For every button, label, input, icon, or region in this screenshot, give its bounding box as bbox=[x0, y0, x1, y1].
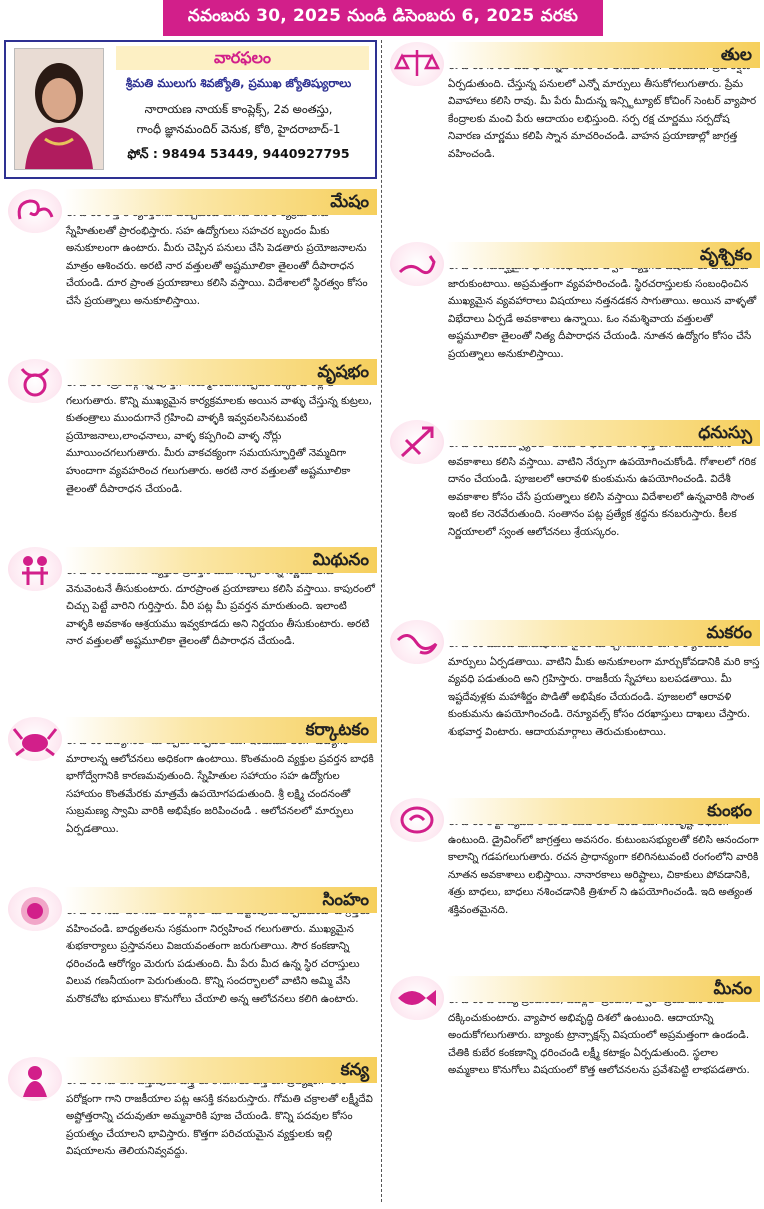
sign-text: ఉంటుంది. డ్రైవింగ్‌లో జాగ్రత్తలు అవసరం. కుటుంబసభ్యులతో కలిసి ఆనందంగా కాలాన్ని గడపగలుగుతారు. రచన ప్రాధాన్యంగా కలిగినటువంటి రంగంలోని వారికి నూతన అవకాశాలు లభిస్తాయి. నానారకాలు అరిష్టాలు, చికాకులు పోవడానికి, శత్రు బాధలు, బాధలు నశించడానికి త్రిశూల్ ని ఉపయోగించండి. ఇది అత్యంత శక్తివంతమైనది. bbox=[448, 833, 759, 916]
sign-name: తుల bbox=[720, 45, 752, 65]
sign-name: కుంభం bbox=[707, 801, 752, 821]
sign-section-kumbham bbox=[386, 796, 760, 970]
sign-section-vrushabham bbox=[4, 357, 377, 541]
sign-name: మకరం bbox=[706, 623, 752, 643]
sign-text: పరోక్షంగా గాని రాజకీయాల పట్ల ఆసక్తి కనబరుస్తారు. గోమతి చక్రాలతో లక్ష్మీదేవి అష్టోత్తరాన్ని చదువుతూ అమ్మవారికి పూజ చేయండి. కొన్ని పదవుల కోసం ప్రయత్నం చేయాలని భావిస్తారు. కొత్తగా పరిచయమైన వ్యక్తులకు ఇల్లి విషయాలను తెలియనివ్వవద్దు. bbox=[66, 1092, 373, 1158]
bull-icon bbox=[8, 359, 62, 403]
sign-section-simham bbox=[4, 885, 377, 1051]
scales-icon bbox=[390, 42, 444, 86]
sign-section-dhanussu bbox=[386, 418, 760, 614]
sign-name: కర్కాటకం bbox=[305, 720, 369, 740]
sign-section-tula bbox=[386, 40, 760, 236]
phone-numbers: ఫోన్ : 98494 53449, 9440927795 bbox=[127, 146, 350, 161]
sign-text: స్నేహితులతో ప్రారంభిస్తారు. సహ ఉద్యోగులు సహచర బృందం మీకు అనుకూలంగా ఉంటారు. మీరు చెప్పిన పనులు చేసి పెడతారు ప్రయోజనాలను మాత్రం ఆశించరు. అరటి నార వత్తులతో అష్టమూలికా తైలంతో దీపారాధన చేయండి. దూర ప్రాంత ప్రయాణాలు కలిసి వస్తాయి. విదేశాలలో స్థిరత్వం కోసం చేసే ప్రయత్నాలు అనుకూలిస్తాయి. bbox=[66, 224, 368, 307]
sign-text: వెనువెంటనే తీసుకుంటారు. దూరప్రాంత ప్రయాణాలు కలిసి వస్తాయి. కాపురంలో చిచ్చు పెట్టే వారిని గుర్తిస్తారు. వీరి పట్ల మీ ప్రవర్తన మారుతుంది. ఇలాంటి వాళ్ళకి అవకాశం ఆశ్రయము ఇవ్వకూడదు అని నిర్ణయం తీసుకుంటారు. అరటి నార వత్తులతో అష్టమూలికా తైలంతో దీపారాధన చేయండి. bbox=[66, 582, 375, 648]
sign-name: వృశ్చికం bbox=[699, 245, 752, 265]
date-banner: నవంబరు 30, 2025 నుండి డిసెంబరు 6, 2025 వరకు bbox=[163, 0, 603, 36]
capricorn-icon bbox=[390, 620, 444, 664]
right-column bbox=[386, 40, 760, 1146]
lion-icon bbox=[8, 887, 62, 931]
sign-section-kanya bbox=[4, 1055, 377, 1205]
fish-icon bbox=[390, 976, 444, 1020]
sign-name: సింహం bbox=[322, 890, 369, 910]
astrologer-photo bbox=[14, 48, 104, 170]
sign-text: మారాలన్న ఆలోచనలు అధికంగా ఉంటాయి. కొంతమంది వ్యక్తుల ప్రవర్తన బాధకి భాగోద్వేగానికి కారణమవుతుంది. స్నేహితుల సహాయం సహ ఉద్యోగుల సహాయం కొంతమేరకు మాత్రమే ఉపయోగపడుతుంది. శ్రీ లక్ష్మి చందనంతో సుబ్రమణ్య స్వామి వారికి అభిషేకం జరిపించండి . ఆలోచనలలో మార్పులు ఏర్పడతాయి. bbox=[66, 752, 374, 835]
address-line-1: నారాయణ నాయక్ కాంప్లెక్స్, 2వ అంతస్తు, bbox=[144, 102, 333, 116]
twins-icon bbox=[8, 547, 62, 591]
sign-text: అవకాశాలు కలిసి వస్తాయి. వాటిని నేర్పుగా ఉపయోగించుకోండి. గోశాలలో గరిక దానం చేయండి. పూజలలో ఆరావళి కుంకుమను ఉపయోగించండి. విదేశీ అవకాశాల కోసం చేసే ప్రయత్నాలు కలిసి వస్తాయి విదేశాలలో ఉన్నవారికి సొంత ఇంటి కల నెరవేరుతుంది. సంతానం పట్ల ప్రత్యేక శ్రద్ధను కనబరుస్తారు. కీలక నిర్ణయాలలో స్వంత ఆలోచనలు శ్రేయస్కరం. bbox=[448, 455, 756, 538]
sign-text: జారుకుంటాయి. అప్రమత్తంగా వ్యవహరించండి. స్థిరచరాస్తులకు సంబంధించిన ముఖ్యమైన వ్యవహారాలు విషయాలు నత్తనడకన సాగుతాయి. అయిన వాళ్ళతో విభేదాలు ఏర్పడే అవకాశాలు ఉన్నాయి. ఓం నమశ్శివాయ వత్తులతో అష్టమూలికా తైలంతో నిత్య దీపారాధన చేయండి. నూతన ఉద్యోగం కోసం చేసే ప్రయత్నాలు అనుకూలిస్తాయి. bbox=[448, 277, 757, 360]
sign-name: కన్య bbox=[340, 1060, 369, 1080]
section-bar bbox=[446, 42, 760, 68]
archer-icon bbox=[390, 420, 444, 464]
sign-section-vruschikam bbox=[386, 240, 760, 414]
crab-icon bbox=[8, 717, 62, 761]
sign-text: మార్పులు ఏర్పడతాయి. వాటిని మీకు అనుకూలంగా మార్చుకోవడానికి మరి కాస్త వ్యవధి పడుతుంది అని గ్రహిస్తారు. రాజకీయ స్నేహాలు బలపడతాయి. మీ ఇష్టదేవుళ్లకు మహాశీర్ణం పొడితో అభిషేకం చేయదండి. పూజలలో ఆరావళి కుంకుమను ఉపయోగించండి. రెన్యూవల్స్ కోసం దరఖాస్తులు దాఖలు చేస్తారు. శుభవార్త వింటారు. ఆదాయమార్గాలు తెరుచుకుంటాయి. bbox=[448, 655, 760, 738]
sign-section-mithunam bbox=[4, 545, 377, 711]
scorpion-icon bbox=[390, 242, 444, 286]
address-line-2: గాంధీ జ్ఞానమందిర్ వెనుక, కోఠి, హైదరాబాద్-1 bbox=[136, 122, 341, 136]
sign-name: వృషభం bbox=[317, 362, 369, 382]
sign-text: ఏర్పడుతుంది. చేస్తున్న పనులలో ఎన్నో మార్పులు తీసుకోగలుగుతారు. ప్రేమ వివాహాలు కలిసి రావు. మీ పేరు మీదున్న ఇన్స్టిట్యూట్ కోచింగ్ సెంటర్ వ్యాపార కేంద్రాలకు మంచి పేరు ఆదాయం లభిస్తుంది. సర్ప రక్ష చూర్ణము సర్పదోష నివారణ చూర్ణము కలిపి స్నాన మాచరించండి. వాహన ప్రయాణాల్లో జాగ్రత్త వహించండి. bbox=[448, 77, 757, 160]
sign-text: దక్కించుకుంటారు. వ్యాపార అభివృద్ధి దిశలో ఉంటుంది. ఆదాయాన్ని అందుకోగలుగుతారు. బ్యాంకు ట్రాన్సాక్షన్స్ విషయంలో అప్రమత్తంగా ఉండండి. చేతికి కుబేర కంకణాన్ని ధరించండి లక్ష్మీ కటాక్షం ఏర్పడుతుంది. స్థలాల అమ్మకాలు కొనుగోలు విషయంలో కొత్త ఆలోచనలను ప్రవేశపెట్టి లాభపడతారు. bbox=[448, 1011, 750, 1077]
astrologer-header bbox=[4, 40, 377, 179]
column-divider bbox=[381, 40, 382, 1202]
sign-text: వహించండి. బాధ్యతలను సక్రమంగా నిర్వహించ గలుగుతారు. ముఖ్యమైన శుభకార్యాలు ప్రస్తావనలు విజయవంతంగా జరుగుతాయి. సౌర కంకణాన్ని ధరించండి ఆరోగ్యం మెరుగు పడుతుంది. మీ పేరు మీద ఉన్న స్థిర చరాస్తులు విలువ గణనీయంగా పెరుగుతుంది. కొన్ని సందర్భాలలో వాటిని అమ్మి వేసి మరొకచోట భూములు కొనుగోలు చేయాలి అన్న ఆలోచనలు కలిగి ఉంటారు. bbox=[66, 922, 360, 1005]
sign-section-meenam bbox=[386, 974, 760, 1142]
virgo-icon bbox=[8, 1057, 62, 1101]
ram-icon bbox=[8, 189, 62, 233]
astrologer-name: శ్రీమతి ములుగు శివజ్యోతి, ప్రముఖ జ్యోతిష్యురాలు bbox=[125, 76, 352, 90]
sign-text: గలుగుతారు. కొన్ని ముఖ్యమైన కార్యక్రమాలకు అయిన వాళ్ళు చేస్తున్న కుట్రలు, కుతంత్రాలు ముందుగానే గ్రహించి వాళ్ళకి ఇవ్వవలసినటువంటి ప్రయోజనాలు,లాంఛనాలు, వాళ్ళ కప్పగించి వాళ్ళ నోర్లు మూయించగలుగుతారు. మీరు వాకచక్యంగా సమయస్ఫూర్తితో నెమ్మదిగా హుందాగా వ్యవహరించ గలుగుతారు. అరటి నార వత్తులతో అష్టమూలికా తైలంతో దీపారాధన చేయండి. bbox=[66, 394, 372, 495]
sign-section-mesham bbox=[4, 187, 377, 353]
sign-name: ధనుస్సు bbox=[698, 423, 752, 443]
sign-name: మేషం bbox=[330, 192, 369, 212]
sign-section-karkatakam bbox=[4, 715, 377, 881]
aquarius-icon bbox=[390, 798, 444, 842]
sign-section-makaram bbox=[386, 618, 760, 792]
sign-name: మిథునం bbox=[312, 550, 369, 570]
page-title: వారఫలం bbox=[116, 46, 369, 70]
section-bar bbox=[64, 1057, 377, 1083]
left-column bbox=[4, 40, 377, 1209]
sign-name: మీనం bbox=[713, 979, 752, 999]
